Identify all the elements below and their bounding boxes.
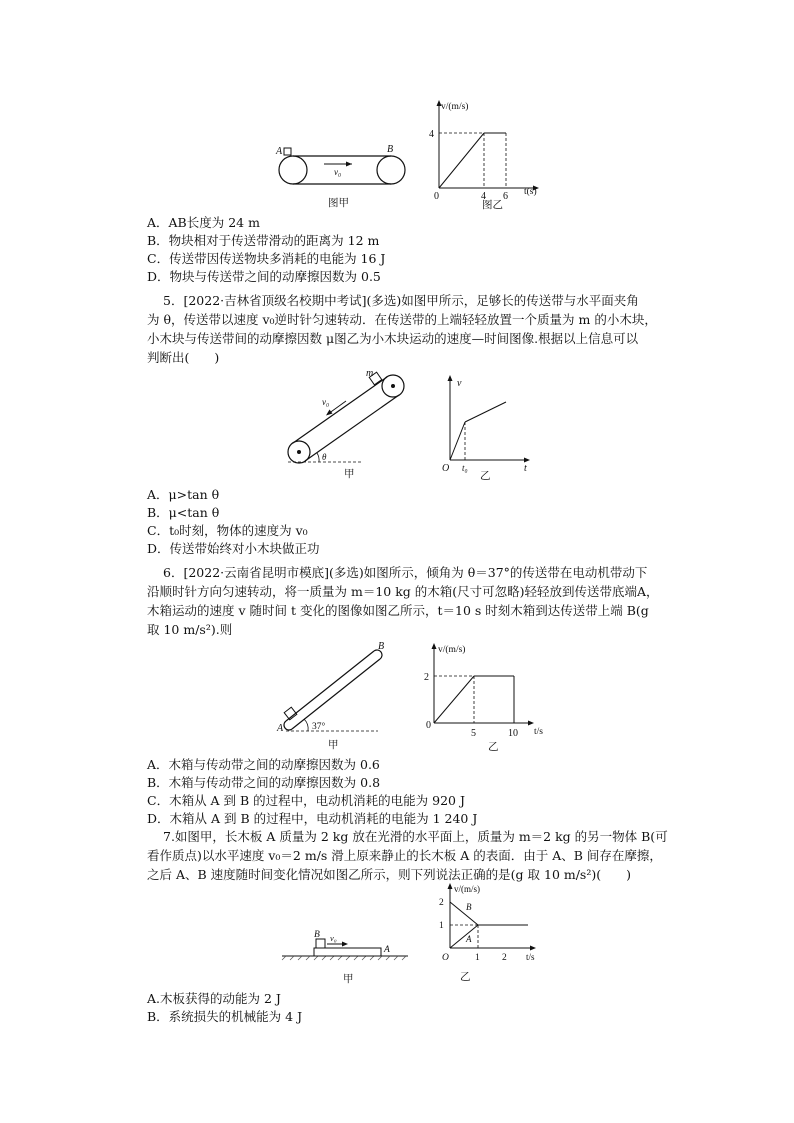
q7-tick-y1: 1	[439, 921, 444, 931]
q5-t-label: t	[524, 463, 527, 474]
q5-fig-b-caption: 乙	[480, 471, 491, 482]
q6-tick-y2: 2	[424, 672, 429, 683]
q5-option-c: C．t₀时刻，物体的速度为 v₀	[147, 523, 308, 538]
q7-tick-y2: 2	[439, 898, 444, 908]
q4-fig-b-caption: 图乙	[482, 200, 503, 210]
q5-option-d: D．传送带始终对小木块做正功	[147, 541, 320, 556]
q5-fig-a-caption: 甲	[344, 469, 355, 480]
q4-vt-svg	[425, 95, 560, 210]
q7-stem-3: 之后 A、B 速度随时间变化情况如图乙所示，则下列说法正确的是(g 取 10 m/s²)( )	[147, 867, 631, 882]
q4-tick-x6: 6	[503, 191, 508, 202]
q7-option-b: B．系统损失的机械能为 4 J	[147, 1009, 303, 1024]
q5-vt-svg	[438, 372, 538, 482]
q7-v0-label: v₀	[330, 933, 337, 943]
q4-xlabel: t(s)	[524, 187, 537, 197]
q7-stem-2: 看作质点)以水平速度 v₀＝2 m/s 滑上原来静止的长木板 A 的表面．由于 A、B 间存在摩擦，	[147, 848, 662, 863]
q5-theta-label: θ	[322, 452, 327, 462]
q5-option-a: A．μ>tan θ	[147, 487, 220, 502]
q4-conveyor-svg	[272, 140, 417, 210]
q5-origin-label: O	[442, 463, 450, 474]
q6-stem-2: 沿顺时针方向匀速转动，将一质量为 m＝10 kg 的木箱(尺寸可忽略)轻轻放到传送带底端A，	[147, 584, 659, 599]
q6-tick-x0: 0	[426, 720, 431, 731]
q7-curve-a-label: A	[466, 934, 472, 944]
q7-vt-graph	[434, 880, 544, 988]
q6-label-b: B	[378, 641, 385, 652]
q4-v0-label: v₀	[334, 167, 342, 177]
q7-a-label: A	[384, 945, 390, 955]
q6-option-b: B．木箱与传动带之间的动摩擦因数为 0.8	[147, 775, 381, 790]
q7-option-a: A.木板获得的动能为 2 J	[147, 991, 281, 1006]
q5-incline-conveyor-figure	[282, 365, 417, 480]
q7-board-svg	[280, 925, 410, 985]
q7-ylabel: v/(m/s)	[454, 884, 480, 894]
q6-vt-svg	[418, 640, 558, 752]
q5-vt-graph	[438, 372, 538, 482]
q5-stem-2: 为 θ，传送带以速度 v₀逆时针匀速转动．在传送带的上端轻轻放置一个质量为 m 的小木块，	[147, 312, 657, 327]
q7-tick-x2: 2	[502, 953, 507, 963]
q4-option-a: A．AB长度为 24 m	[147, 215, 260, 230]
q7-fig-b-caption: 乙	[460, 972, 471, 983]
q6-vt-graph	[418, 640, 558, 752]
q6-stem-4: 取 10 m/s²).则	[147, 622, 233, 637]
q6-option-d: D．木箱从 A 到 B 的过程中，电动机消耗的电能为 1 240 J	[147, 811, 478, 826]
q7-xlabel: t/s	[526, 952, 535, 962]
q6-tick-x10: 10	[508, 728, 518, 739]
q4-tick-x4: 4	[481, 191, 486, 202]
q4-label-b: B	[387, 144, 394, 155]
q5-v-label: v	[457, 378, 462, 389]
q6-label-a: A	[277, 723, 284, 734]
q6-xlabel: t/s	[534, 727, 543, 737]
q5-incline-svg	[282, 365, 417, 480]
q5-m-label: m	[366, 368, 374, 379]
q6-fig-a-caption: 甲	[328, 740, 339, 751]
q7-origin-label: O	[442, 953, 449, 963]
q4-conveyor-figure	[272, 140, 417, 210]
q4-fig-a-caption: 图甲	[328, 198, 349, 209]
q5-stem-4: 判断出( )	[147, 350, 220, 365]
q6-tick-x5: 5	[471, 728, 476, 739]
q6-ylabel: v/(m/s)	[438, 645, 466, 655]
q7-curve-b-label: B	[466, 902, 472, 912]
q4-option-c: C．传送带因传送物块多消耗的电能为 16 J	[147, 251, 386, 266]
q5-v0-label: v₀	[322, 397, 330, 407]
q7-board-figure	[280, 925, 410, 985]
q6-angle-label: 37°	[312, 722, 326, 732]
q4-label-a: A	[276, 146, 283, 157]
q7-stem-1: 7.如图甲，长木板 A 质量为 2 kg 放在光滑的水平面上，质量为 m＝2 kg 的另一物体 B(可	[163, 829, 668, 844]
q6-incline-svg	[272, 635, 402, 753]
q6-incline-conveyor-figure	[272, 635, 402, 753]
q4-ylabel: v/(m/s)	[441, 102, 469, 112]
q5-stem-3: 小木块与传送带间的动摩擦因数 μ图乙为小木块运动的速度—时间图像.根据以上信息可以	[147, 331, 639, 346]
q4-option-b: B．物块相对于传送带滑动的距离为 12 m	[147, 233, 380, 248]
q4-tick-x0: 0	[434, 191, 439, 202]
q7-fig-a-caption: 甲	[343, 974, 354, 985]
q6-option-c: C．木箱从 A 到 B 的过程中，电动机消耗的电能为 920 J	[147, 793, 465, 808]
q7-b-label: B	[314, 930, 320, 940]
q4-tick-y4: 4	[429, 129, 434, 140]
q7-tick-x1: 1	[475, 953, 480, 963]
q6-stem-3: 木箱运动的速度 v 随时间 t 变化的图像如图乙所示，t＝10 s 时刻木箱到达传送带上端 B(g	[147, 603, 649, 618]
q6-option-a: A．木箱与传动带之间的动摩擦因数为 0.6	[147, 757, 380, 772]
q5-stem-1: 5．[2022·吉林省顶级名校期中考试](多选)如图甲所示，足够长的传送带与水平面夹角	[163, 293, 639, 308]
q6-fig-b-caption: 乙	[488, 742, 499, 752]
q4-option-d: D．物块与传送带之间的动摩擦因数为 0.5	[147, 269, 381, 284]
q5-option-b: B．μ<tan θ	[147, 505, 220, 520]
q7-vt-svg	[434, 880, 544, 988]
q6-stem-1: 6．[2022·云南省昆明市模底](多选)如图所示，倾角为 θ＝37°的传送带在电动机带动下	[163, 565, 648, 580]
q5-t0-label: t₀	[462, 463, 468, 473]
q4-vt-graph	[425, 95, 560, 210]
